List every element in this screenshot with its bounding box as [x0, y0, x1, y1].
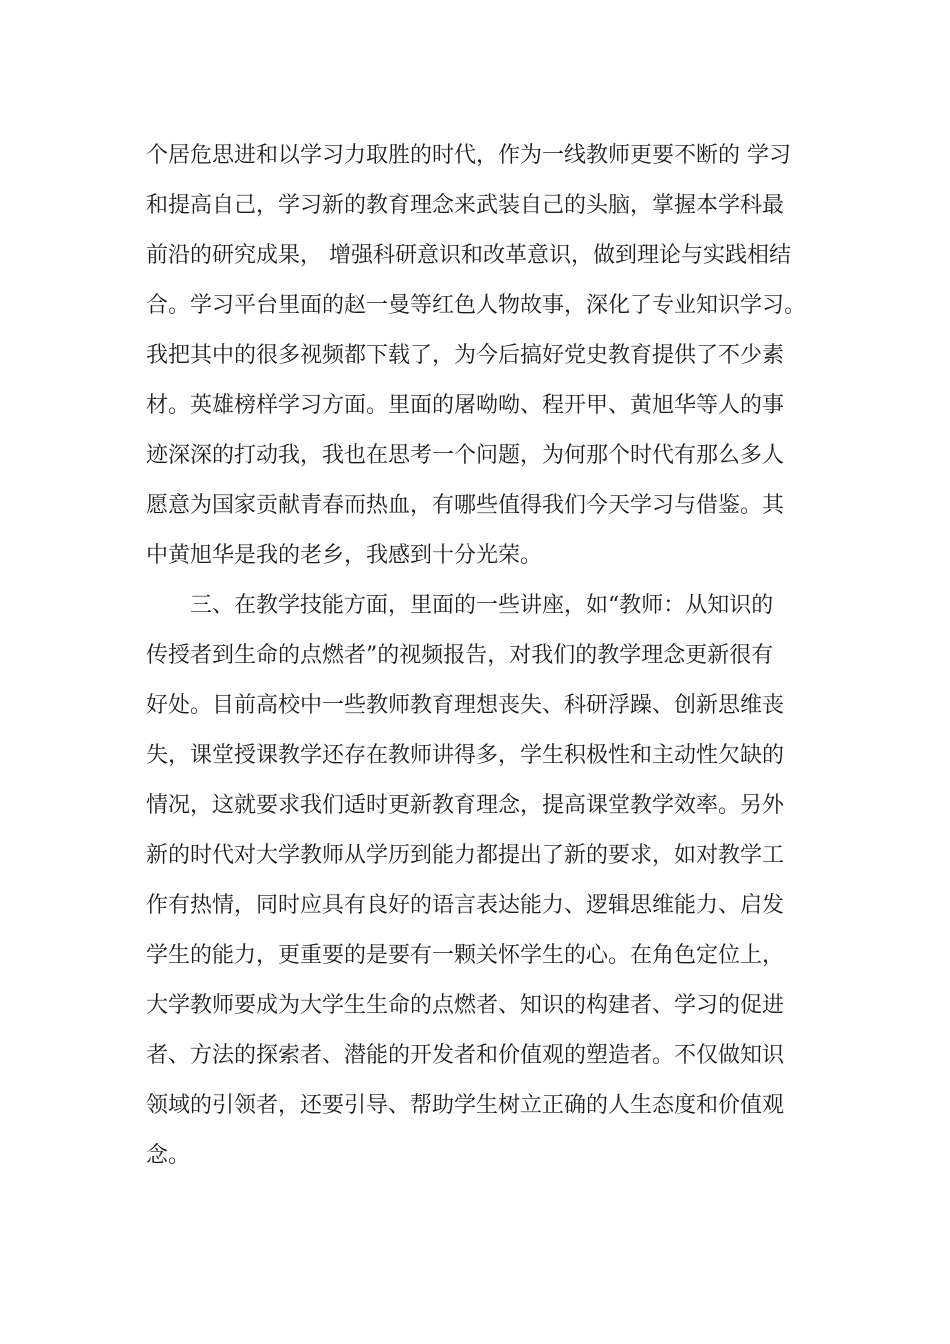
text-line: 三、在教学技能方面，里面的一些讲座，如“教师：从知识的	[146, 593, 774, 618]
text-line: 合。学习平台里面的赵一曼等红色人物故事，深化了专业知识学习。	[146, 293, 807, 318]
text-line: 失，课堂授课教学还存在教师讲得多，学生积极性和主动性欠缺的	[146, 743, 785, 768]
text-line: 和提高自己，学习新的教育理念来武装自己的头脑，掌握本学科最	[146, 193, 785, 218]
text-line: 学生的能力，更重要的是要有一颗关怀学生的心。在角色定位上，	[146, 943, 785, 968]
text-line: 个居危思进和以学习力取胜的时代，作为一线教师更要不断的 学习	[146, 143, 791, 168]
document-body	[146, 131, 826, 1181]
text-line: 好处。目前高校中一些教师教育理想丧失、科研浮躁、创新思维丧	[146, 693, 785, 718]
text-line: 领域的引领者，还要引导、帮助学生树立正确的人生态度和价值观	[146, 1093, 785, 1118]
text-line: 念。	[146, 1143, 191, 1168]
text-line: 情况，这就要求我们适时更新教育理念，提高课堂教学效率。另外	[146, 793, 785, 818]
text-line: 我把其中的很多视频都下载了，为今后搞好党史教育提供了不少素	[146, 343, 785, 368]
text-line: 愿意为国家贡献青春而热血，有哪些值得我们今天学习与借鉴。其	[146, 493, 785, 518]
text-line: 者、方法的探索者、潜能的开发者和价值观的塑造者。不仅做知识	[146, 1043, 785, 1068]
text-line: 迹深深的打动我，我也在思考一个问题，为何那个时代有那么多人	[146, 443, 785, 468]
text-line: 传授者到生命的点燃者”的视频报告，对我们的教学理念更新很有	[146, 643, 774, 668]
text-line: 新的时代对大学教师从学历到能力都提出了新的要求，如对教学工	[146, 843, 785, 868]
text-line: 大学教师要成为大学生生命的点燃者、知识的构建者、学习的促进	[146, 993, 785, 1018]
text-line: 作有热情，同时应具有良好的语言表达能力、逻辑思维能力、启发	[146, 893, 785, 918]
text-line: 前沿的研究成果， 增强科研意识和改革意识，做到理论与实践相结	[146, 243, 791, 268]
text-line: 中黄旭华是我的老乡，我感到十分光荣。	[146, 543, 543, 568]
text-line: 材。英雄榜样学习方面。里面的屠呦呦、程开甲、黄旭华等人的事	[146, 393, 785, 418]
